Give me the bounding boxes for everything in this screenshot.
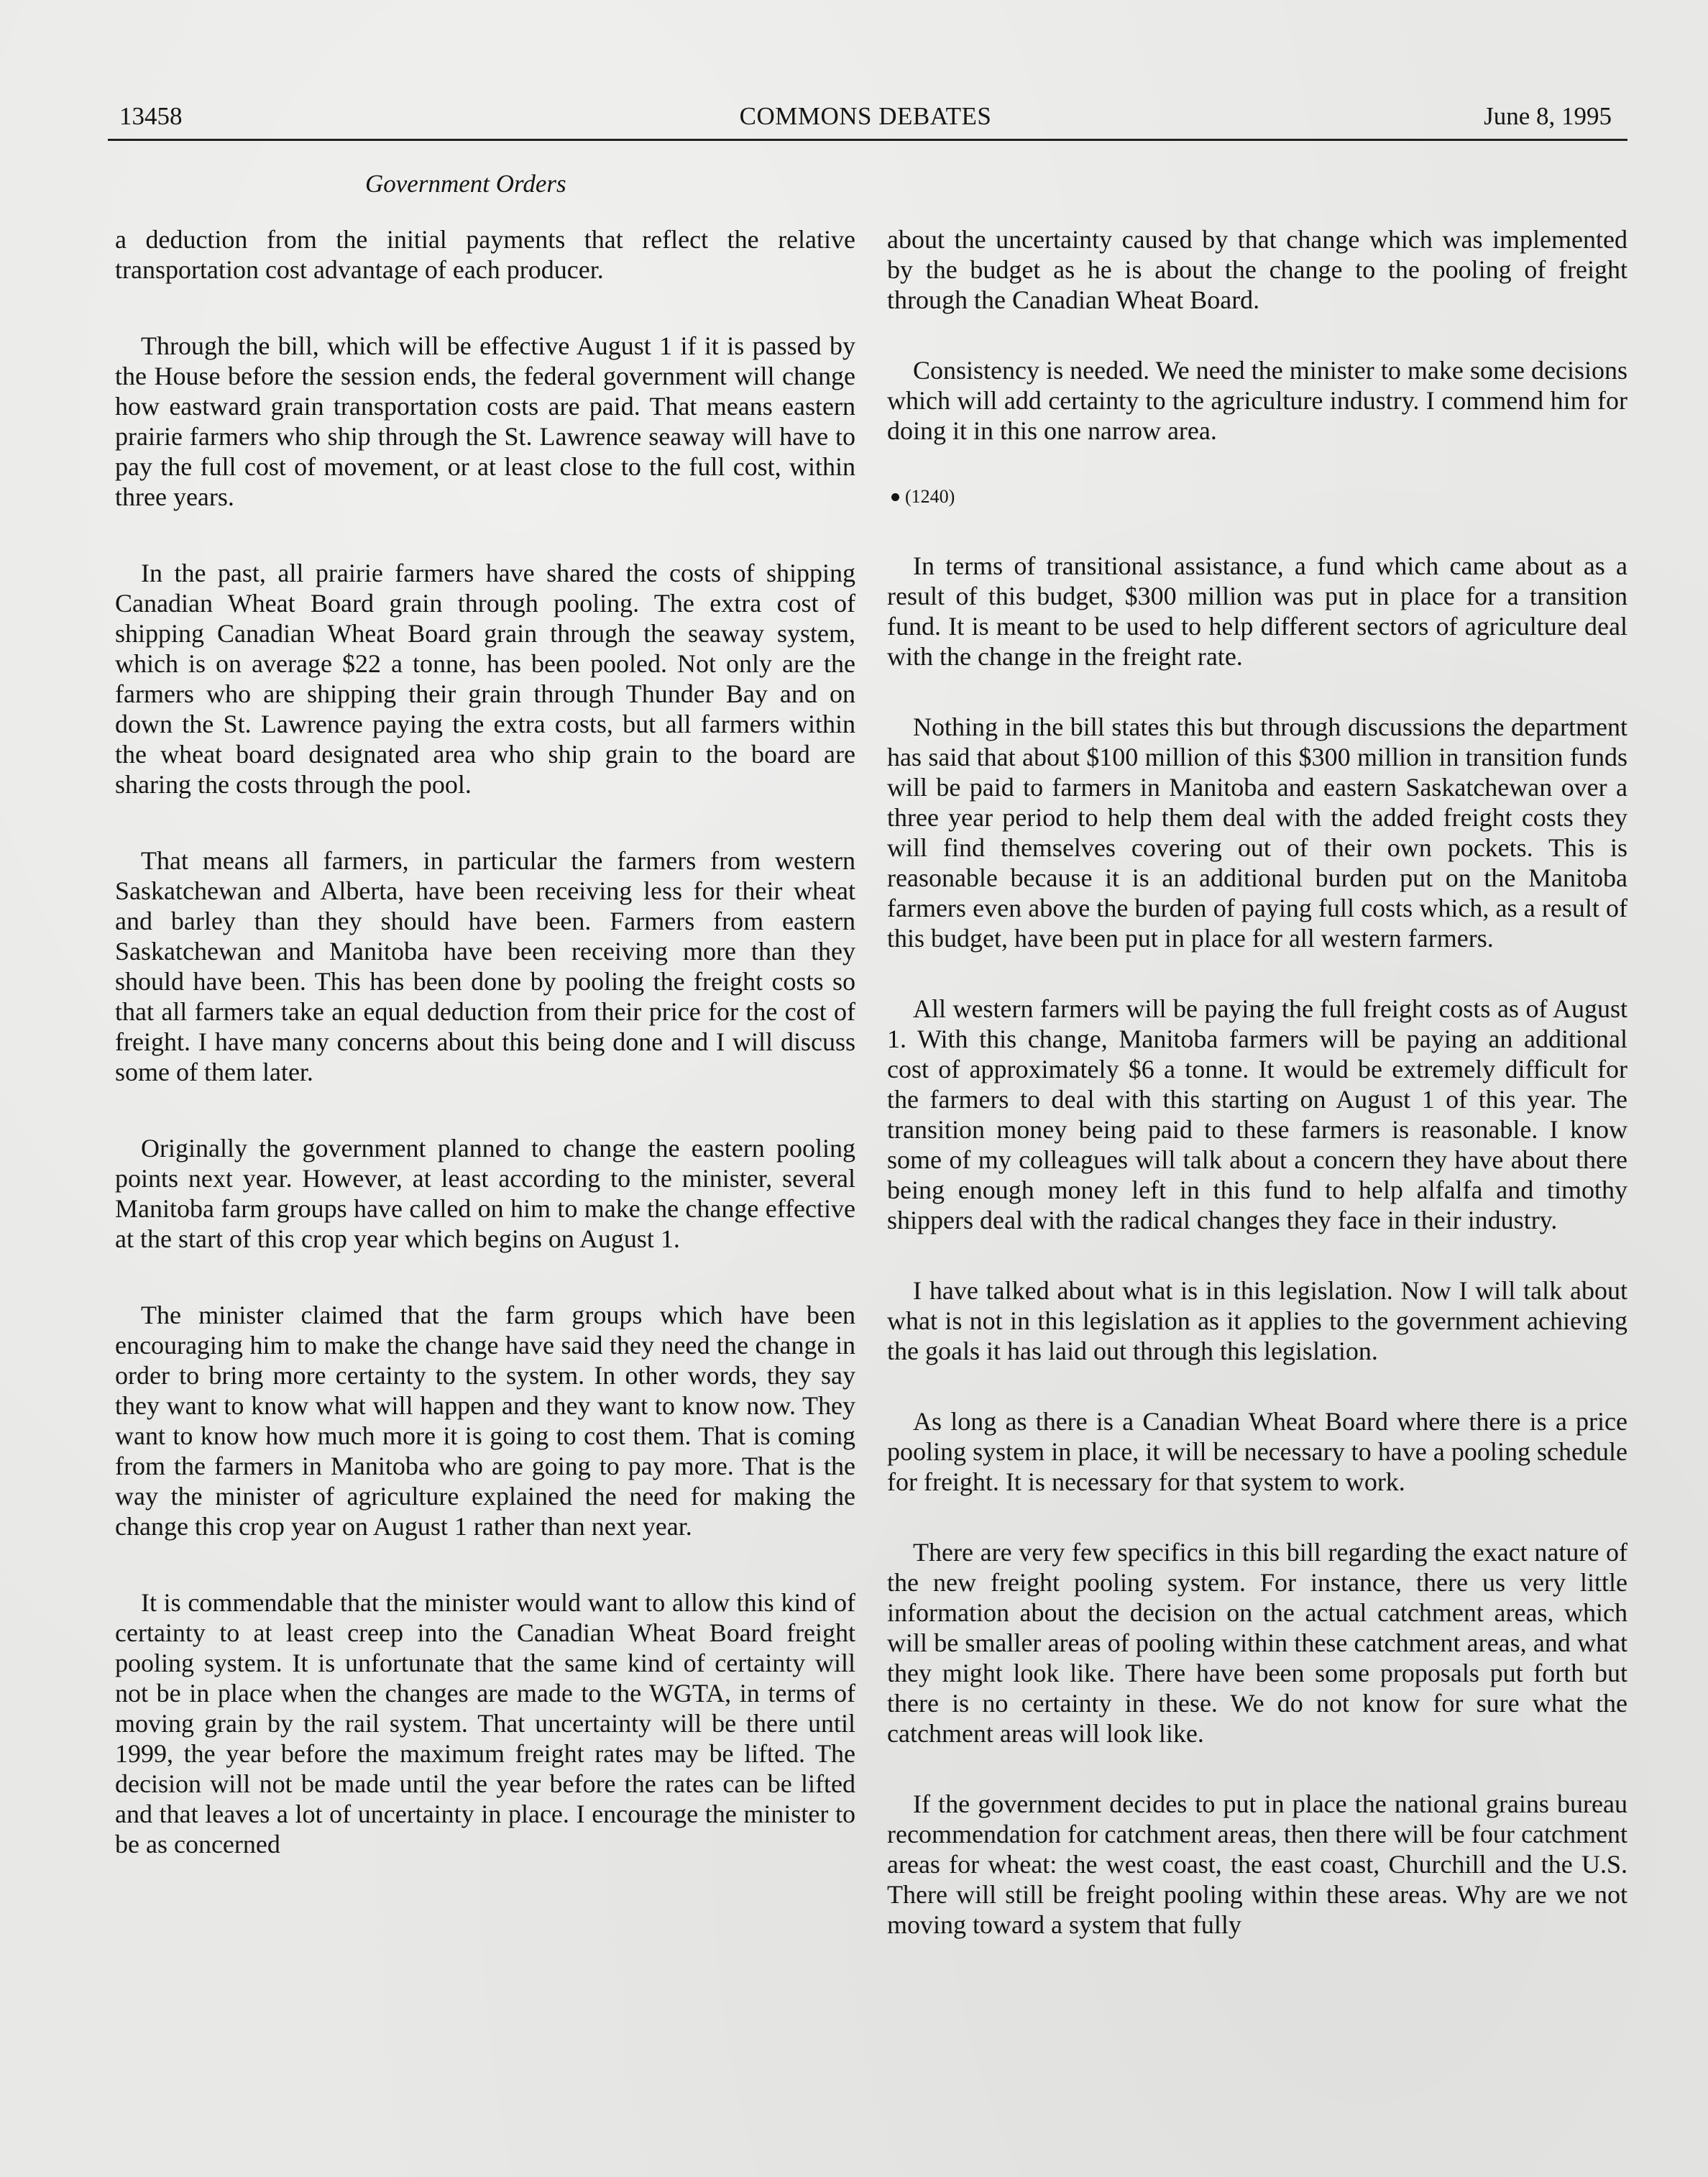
paragraph: There are very few specifics in this bill regarding the exact nature of the new freight pooling system. For instance, there us very little information about the decision on the actual catchment areas, which will be smaller areas of pooling within these catchment areas, and what they might look like. There have been some proposals put forth but there is no certainty in these. We do not know for sure what the catchment areas will look like. xyxy=(887,1538,1627,1748)
header-rule xyxy=(108,139,1627,141)
publication-title: COMMONS DEBATES xyxy=(739,102,992,130)
paragraph: In the past, all prairie farmers have shared the costs of shipping Canadian Wheat Board grain through pooling. The extra cost of shipping Canadian Wheat Board grain through the seaway system, which is on average $22 a tonne, has been pooled. Not only are the farmers who are shipping their grain through Thunder Bay and on down the St. Lawrence paying the extra costs, but all farmers within the wheat board designated area who ship grain to the board are sharing the costs through the pool. xyxy=(115,559,855,799)
paragraph: Originally the government planned to change the eastern pooling points next year. However, at least according to the minister, several Manitoba farm groups have called on him to make the change effective at the start of this crop year which begins on August 1. xyxy=(115,1134,855,1253)
paragraph: Through the bill, which will be effective August 1 if it is passed by the House before the session ends, the federal government will change how eastward grain transportation costs are paid. That means eastern prairie farmers who ship through the St. Lawrence seaway will have to pay the full cost of movement, or at least close to the full cost, within three years. xyxy=(115,331,855,511)
section-label: Government Orders xyxy=(365,170,566,198)
paragraph: That means all farmers, in particular the farmers from western Saskatchewan and Alberta, have been receiving less for their wheat and barley than they should have been. Farmers from eastern Saskatchewan and Manitoba have been receiving more than they should have been. This has been done by pooling the freight costs so that all farmers take an equal deduction from their price for the cost of freight. I have many concerns about this being done and I will discuss some of them later. xyxy=(115,846,855,1086)
paragraph: It is commendable that the minister would want to allow this kind of certainty to at least creep into the Canadian Wheat Board freight pooling system. It is unfortunate that the same kind of certainty will not be in place when the changes are made to the WGTA, in terms of moving grain by the rail system. That uncertainty will be there until 1999, the year before the maximum freight rates may be lifted. The decision will not be made until the year before the rates can be lifted and that leaves a lot of uncertainty in place. I encourage the minister to be as concerned xyxy=(115,1588,855,1859)
paragraph: As long as there is a Canadian Wheat Board where there is a price pooling system in place, it will be necessary to have a pooling schedule for freight. It is necessary for that system to work. xyxy=(887,1407,1627,1496)
paragraph: Consistency is needed. We need the minister to make some decisions which will add certainty to the agriculture industry. I commend him for doing it in this one narrow area. xyxy=(887,356,1627,445)
paragraph: about the uncertainty caused by that change which was implemented by the budget as he is about the change to the pooling of freight through the Canadian Wheat Board. xyxy=(887,225,1627,314)
publication-date: June 8, 1995 xyxy=(1484,102,1612,130)
paragraph: The minister claimed that the farm groups which have been encouraging him to make the change have said they need the change in order to bring more certainty to the system. In other words, they say they want to know what will happen and they want to know now. They want to know how much more it is going to cost them. That is coming from the farmers in Manitoba who are going to pay more. That is the way the minister of agriculture explained the need for making the change this crop year on August 1 rather than next year. xyxy=(115,1301,855,1541)
bullet-icon xyxy=(891,493,899,501)
paragraph: If the government decides to put in place the national grains bureau recommendation for catchment areas, then there will be four catchment areas for wheat: the west coast, the east coast, Churchill and the U.S. There will still be freight pooling within these areas. Why are we not moving toward a system that fully xyxy=(887,1789,1627,1939)
right-column xyxy=(887,224,1627,1980)
paragraph: I have talked about what is in this legislation. Now I will talk about what is not in this legislation as it applies to the government achieving the goals it has laid out through this legislation. xyxy=(887,1276,1627,1365)
left-column xyxy=(115,224,855,1905)
time-marker xyxy=(891,482,1627,512)
time-marker-text: (1240) xyxy=(905,486,955,507)
page-header xyxy=(119,99,1612,142)
paragraph: In terms of transitional assistance, a fund which came about as a result of this budget, $300 million was put in place for a transition fund. It is meant to be used to help different sectors of agriculture deal with the change in the freight rate. xyxy=(887,551,1627,671)
paragraph: a deduction from the initial payments that reflect the relative transportation cost advantage of each producer. xyxy=(115,225,855,284)
page-number: 13458 xyxy=(119,102,183,130)
paragraph: Nothing in the bill states this but through discussions the department has said that about $100 million of this $300 million in transition funds will be paid to farmers in Manitoba and eastern Saskatchewan over a three year period to help them deal with the added freight costs they will find themselves covering out of their own pockets. This is reasonable because it is an additional burden put on the Manitoba farmers even above the burden of paying full costs which, as a result of this budget, have been put in place for all western farmers. xyxy=(887,712,1627,953)
paragraph: All western farmers will be paying the full freight costs as of August 1. With this change, Manitoba farmers will be paying an additional cost of approximately $6 a tonne. It would be extremely difficult for the farmers to deal with this starting on August 1 of this year. The transition money being paid to these farmers is reasonable. I know some of my colleagues will talk about a concern they have about there being enough money left in this fund to help alfalfa and timothy shippers deal with the radical changes they face in their industry. xyxy=(887,994,1627,1234)
